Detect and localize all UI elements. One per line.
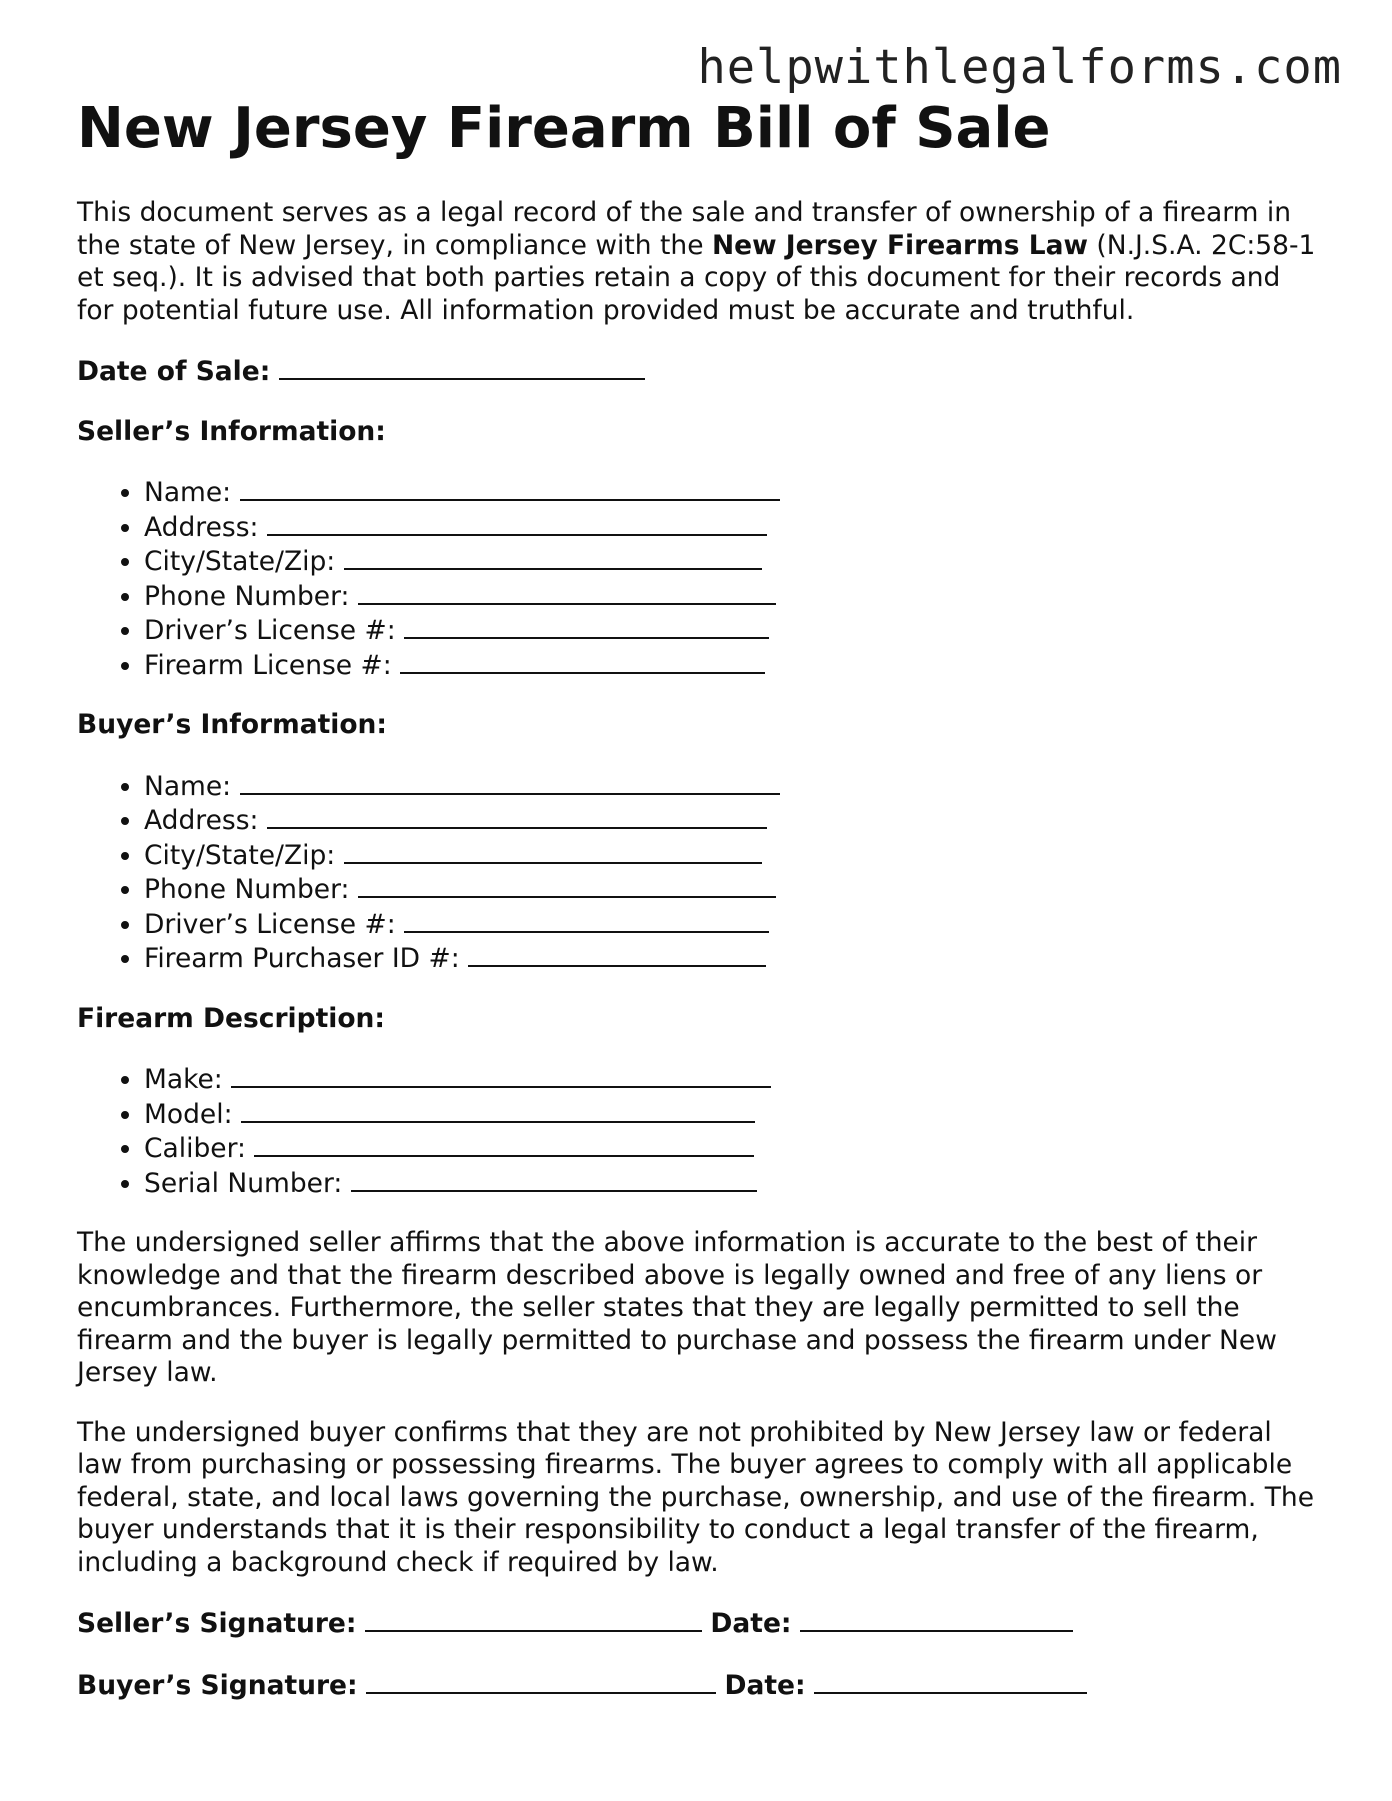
intro-text-2: (N.J.S.A. 2C:58-1 et seq.). It is advised that both parties retain a copy of this document for their records and for potential future use. All information provided must be accurate and truthful.	[77, 229, 1316, 326]
buyer-city-field[interactable]	[344, 838, 762, 864]
buyer-signature-label: Buyer’s Signature:	[77, 1669, 358, 1701]
list-item	[144, 475, 1317, 510]
buyer-phone-field[interactable]	[358, 872, 776, 898]
list-item	[144, 613, 1317, 648]
buyer-phone-label: Phone Number:	[144, 874, 350, 905]
seller-firearm-license-label: Firearm License #:	[144, 649, 392, 681]
intro-paragraph	[77, 197, 1317, 327]
seller-firearm-license-field[interactable]	[400, 648, 765, 674]
buyer-date-label: Date:	[724, 1669, 806, 1701]
seller-address-field[interactable]	[267, 510, 767, 536]
list-item	[144, 1097, 1317, 1132]
buyer-signature-row	[77, 1668, 1317, 1703]
seller-city-field[interactable]	[344, 544, 762, 570]
firearm-description-list	[77, 1062, 1317, 1200]
firearm-make-label: Make:	[144, 1064, 223, 1095]
list-item	[144, 907, 1317, 942]
date-of-sale-field[interactable]	[279, 354, 645, 380]
buyer-info-list	[77, 769, 1317, 976]
seller-address-label: Address:	[144, 511, 259, 543]
seller-drivers-license-label: Driver’s License #:	[144, 615, 396, 646]
list-item	[144, 769, 1317, 804]
buyer-confirmation-paragraph: The undersigned buyer confirms that they are not prohibited by New Jersey law or federal law from purchasing or possessing firearms. The buyer agrees to comply with all applicable federal, state, and local laws governing the purchase, ownership, and use of the firearm. The buyer understands that it is their responsibility to conduct a legal transfer of the firearm, including a background check if required by law.	[77, 1416, 1315, 1578]
seller-phone-field[interactable]	[358, 579, 776, 605]
seller-phone-label: Phone Number:	[144, 580, 350, 612]
firearm-model-field[interactable]	[241, 1097, 755, 1123]
firearm-description-heading: Firearm Description:	[77, 1002, 386, 1034]
list-item	[144, 510, 1317, 545]
date-of-sale-label: Date of Sale:	[77, 356, 271, 387]
list-item	[144, 872, 1317, 907]
list-item	[144, 579, 1317, 614]
buyer-address-field[interactable]	[267, 803, 767, 829]
buyer-address-label: Address:	[144, 805, 259, 836]
buyer-signature-field[interactable]	[366, 1668, 716, 1694]
watermark: helpwithlegalforms.com	[697, 40, 1342, 95]
seller-signature-field[interactable]	[365, 1606, 702, 1632]
list-item	[144, 1131, 1317, 1166]
buyer-purchaser-id-label: Firearm Purchaser ID #:	[144, 943, 460, 974]
law-name: New Jersey Firearms Law	[711, 229, 1088, 261]
firearm-caliber-field[interactable]	[254, 1131, 754, 1157]
firearm-make-field[interactable]	[231, 1062, 771, 1088]
list-item	[144, 1166, 1317, 1201]
buyer-city-label: City/State/Zip:	[144, 839, 336, 871]
buyer-purchaser-id-field[interactable]	[468, 941, 766, 967]
list-item	[144, 544, 1317, 579]
firearm-serial-label: Serial Number:	[144, 1167, 343, 1199]
buyer-name-label: Name:	[144, 770, 232, 802]
list-item	[144, 838, 1317, 873]
seller-name-label: Name:	[144, 477, 232, 508]
seller-date-field[interactable]	[800, 1606, 1073, 1632]
date-of-sale-row	[77, 354, 1317, 389]
document-title: New Jersey Firearm Bill of Sale	[77, 96, 1051, 161]
document-body	[77, 197, 1317, 1729]
buyer-drivers-license-field[interactable]	[404, 907, 769, 933]
firearm-model-label: Model:	[144, 1098, 233, 1130]
seller-signature-label: Seller’s Signature:	[77, 1608, 357, 1639]
buyer-name-field[interactable]	[240, 769, 780, 795]
firearm-caliber-label: Caliber:	[144, 1133, 246, 1164]
seller-info-list	[77, 475, 1317, 682]
seller-affirmation-paragraph: The undersigned seller affirms that the above information is accurate to the best of their knowledge and that the firearm described above is legally owned and free of any liens or encumbrances. Furthermore, the seller states that they are legally permitted to sell the firearm and the buyer is legally permitted to purchase and possess the firearm under New Jersey law.	[77, 1227, 1277, 1388]
seller-name-field[interactable]	[240, 475, 780, 501]
list-item	[144, 803, 1317, 838]
seller-date-label: Date:	[710, 1608, 792, 1639]
list-item	[144, 1062, 1317, 1097]
list-item	[144, 648, 1317, 683]
buyer-info-heading: Buyer’s Information:	[77, 709, 388, 740]
seller-info-heading: Seller’s Information:	[77, 415, 386, 447]
firearm-serial-field[interactable]	[351, 1166, 757, 1192]
buyer-drivers-license-label: Driver’s License #:	[144, 908, 396, 940]
intro-text-1: This document serves as a legal record of the sale and transfer of ownership of a firearm in the state of New Jersey, in compliance with the	[77, 197, 1292, 261]
seller-city-label: City/State/Zip:	[144, 546, 336, 577]
seller-signature-row	[77, 1606, 1317, 1641]
seller-drivers-license-field[interactable]	[404, 613, 769, 639]
buyer-date-field[interactable]	[814, 1668, 1087, 1694]
list-item	[144, 941, 1317, 976]
